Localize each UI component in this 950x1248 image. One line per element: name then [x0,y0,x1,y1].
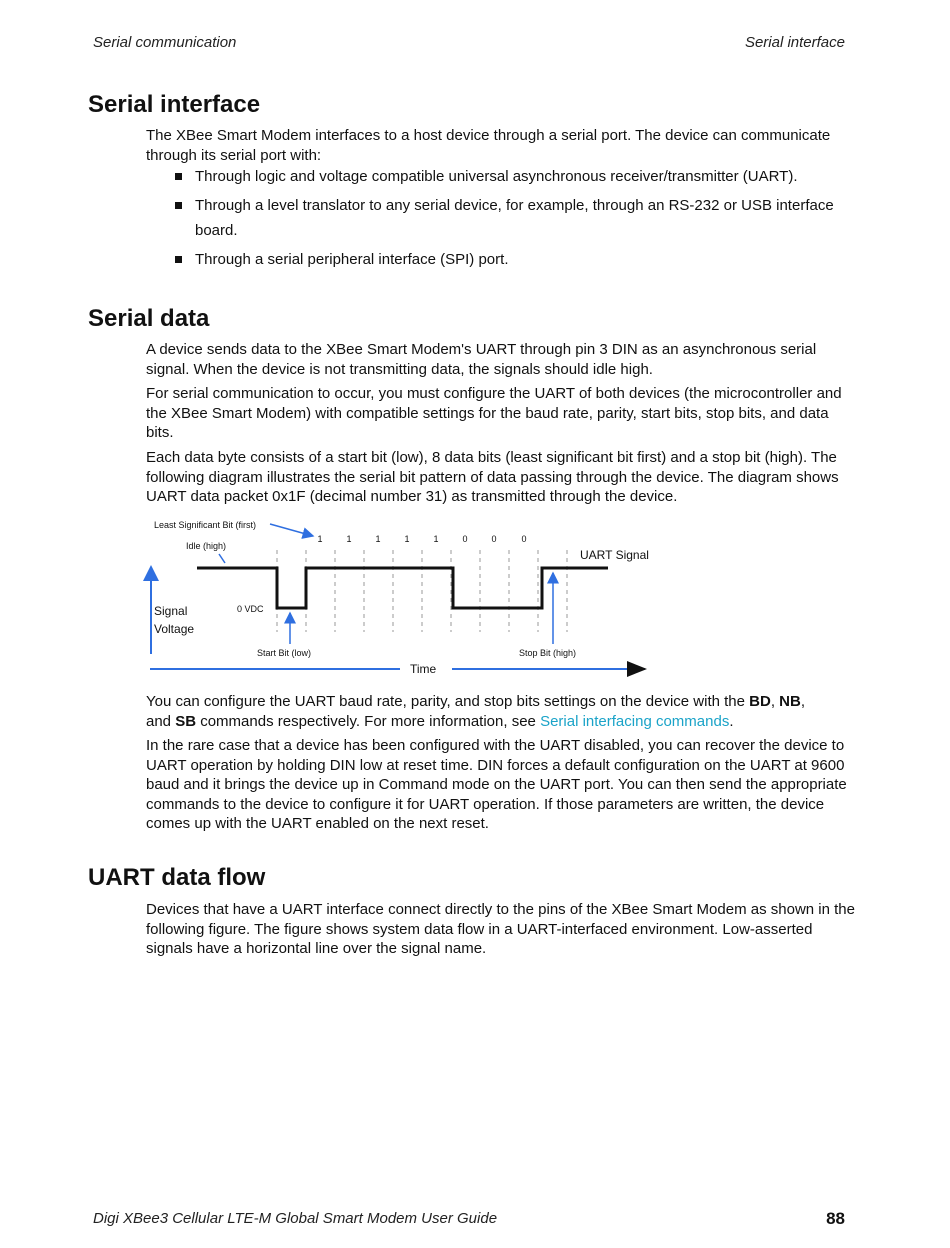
uart-waveform [197,568,608,608]
heading-serial-interface: Serial interface [88,91,261,118]
text-run: and [146,712,176,730]
text-run: . [729,712,734,730]
list-item-text: Through logic and voltage compatible universal asynchronous receiver/transmitter (UART). [195,168,798,185]
command-bd: BD [749,693,771,710]
page-number: 88 [826,1209,845,1228]
running-header-topic: Serial interface [744,34,845,51]
running-header-section: Serial communication [93,34,237,51]
text-run: You can configure the UART baud rate, parity, and stop bits settings on the device with the [146,693,750,710]
idle-pointer [219,554,225,563]
bullet-square-icon [175,173,182,180]
text-run: , [800,693,806,710]
serial-data-paragraph-3: Each data byte consists of a start bit (low), 8 data bits (least significant bit first) and a stop bit (high). The following diagram illustrates the serial bit pattern of data passing through the device. The diagram shows UART data packet 0x1F (decimal number 31) as transmitted through the device. [146,449,839,505]
bit-value-label: 1 [375,534,381,544]
bit-value-label: 1 [404,534,410,544]
bullet-square-icon [175,256,182,263]
time-label: Time [410,662,437,676]
command-sb: SB [175,712,197,730]
text-run: commands respectively. For more information, see [196,712,541,730]
serial-interfacing-commands-link[interactable]: Serial interfacing commands [540,712,730,730]
axis-label-signal: Signal [154,604,188,618]
lsb-label: Least Significant Bit (first) [154,520,257,530]
bullet-square-icon [175,202,182,209]
serial-data-paragraph-2: For serial communication to occur, you must configure the UART of both devices (the microcontroller and the XBee Smart Modem) with compatible settings for the baud rate, parity, start bits, stop bits, and data bits. [146,385,842,441]
axis-label-voltage: Voltage [154,622,195,636]
uart-signal-label: UART Signal [580,548,649,562]
uart-signal-diagram [140,512,660,682]
heading-uart-data-flow: UART data flow [88,864,266,891]
bit-value-label: 0 [491,534,497,544]
list-item-text: Through a serial peripheral interface (SPI) port. [195,251,509,268]
bit-value-label: 0 [521,534,527,544]
stop-bit-label: Stop Bit (high) [519,648,577,658]
serial-data-paragraph-1: A device sends data to the XBee Smart Modem's UART through pin 3 DIN as an asynchronous serial signal. When the device is not transmitting data, the signals should idle high. [146,341,817,378]
footer-guide-title: Digi XBee3 Cellular LTE-M Global Smart Modem User Guide [93,1210,498,1227]
bit-value-label: 1 [346,534,352,544]
lsb-arrow-icon [270,524,313,536]
list-item [146,247,856,272]
text-run: , [770,693,780,710]
start-bit-label: Start Bit (low) [257,648,312,658]
bit-boundary-lines [277,550,567,632]
serial-interface-bullet-list [146,164,856,276]
list-item-text: Through a level translator to any serial device, for example, through an RS-232 or USB interface board. [195,197,834,239]
list-item [146,193,856,243]
bit-value-label: 1 [433,534,439,544]
bit-value-label: 0 [462,534,468,544]
serial-data-paragraph-4 [146,692,856,731]
heading-serial-data: Serial data [88,305,210,332]
list-item [146,164,856,189]
serial-data-paragraph-5: In the rare case that a device has been configured with the UART disabled, you can recover the device to UART operation by holding DIN low at reset time. DIN forces a default configuration on the UART at 9600 baud and it brings the device up in Command mode on the UART port. You can then send the appropriate commands to the device to configure it for UART operation. If those parameters are written, the device comes up with the UART enabled on the next reset. [146,737,847,832]
bit-value-label: 1 [317,534,323,544]
idle-label: Idle (high) [186,541,227,551]
command-nb: NB [779,693,801,710]
zero-vdc-label: 0 VDC [237,604,264,614]
uart-flow-paragraph: Devices that have a UART interface connect directly to the pins of the XBee Smart Modem as shown in the following figure. The figure shows system data flow in a UART-interfaced environment. Low-asserted signals have a horizontal line over the signal name. [146,901,855,957]
serial-interface-intro: The XBee Smart Modem interfaces to a host device through a serial port. The device can communicate through its serial port with: [146,127,831,164]
